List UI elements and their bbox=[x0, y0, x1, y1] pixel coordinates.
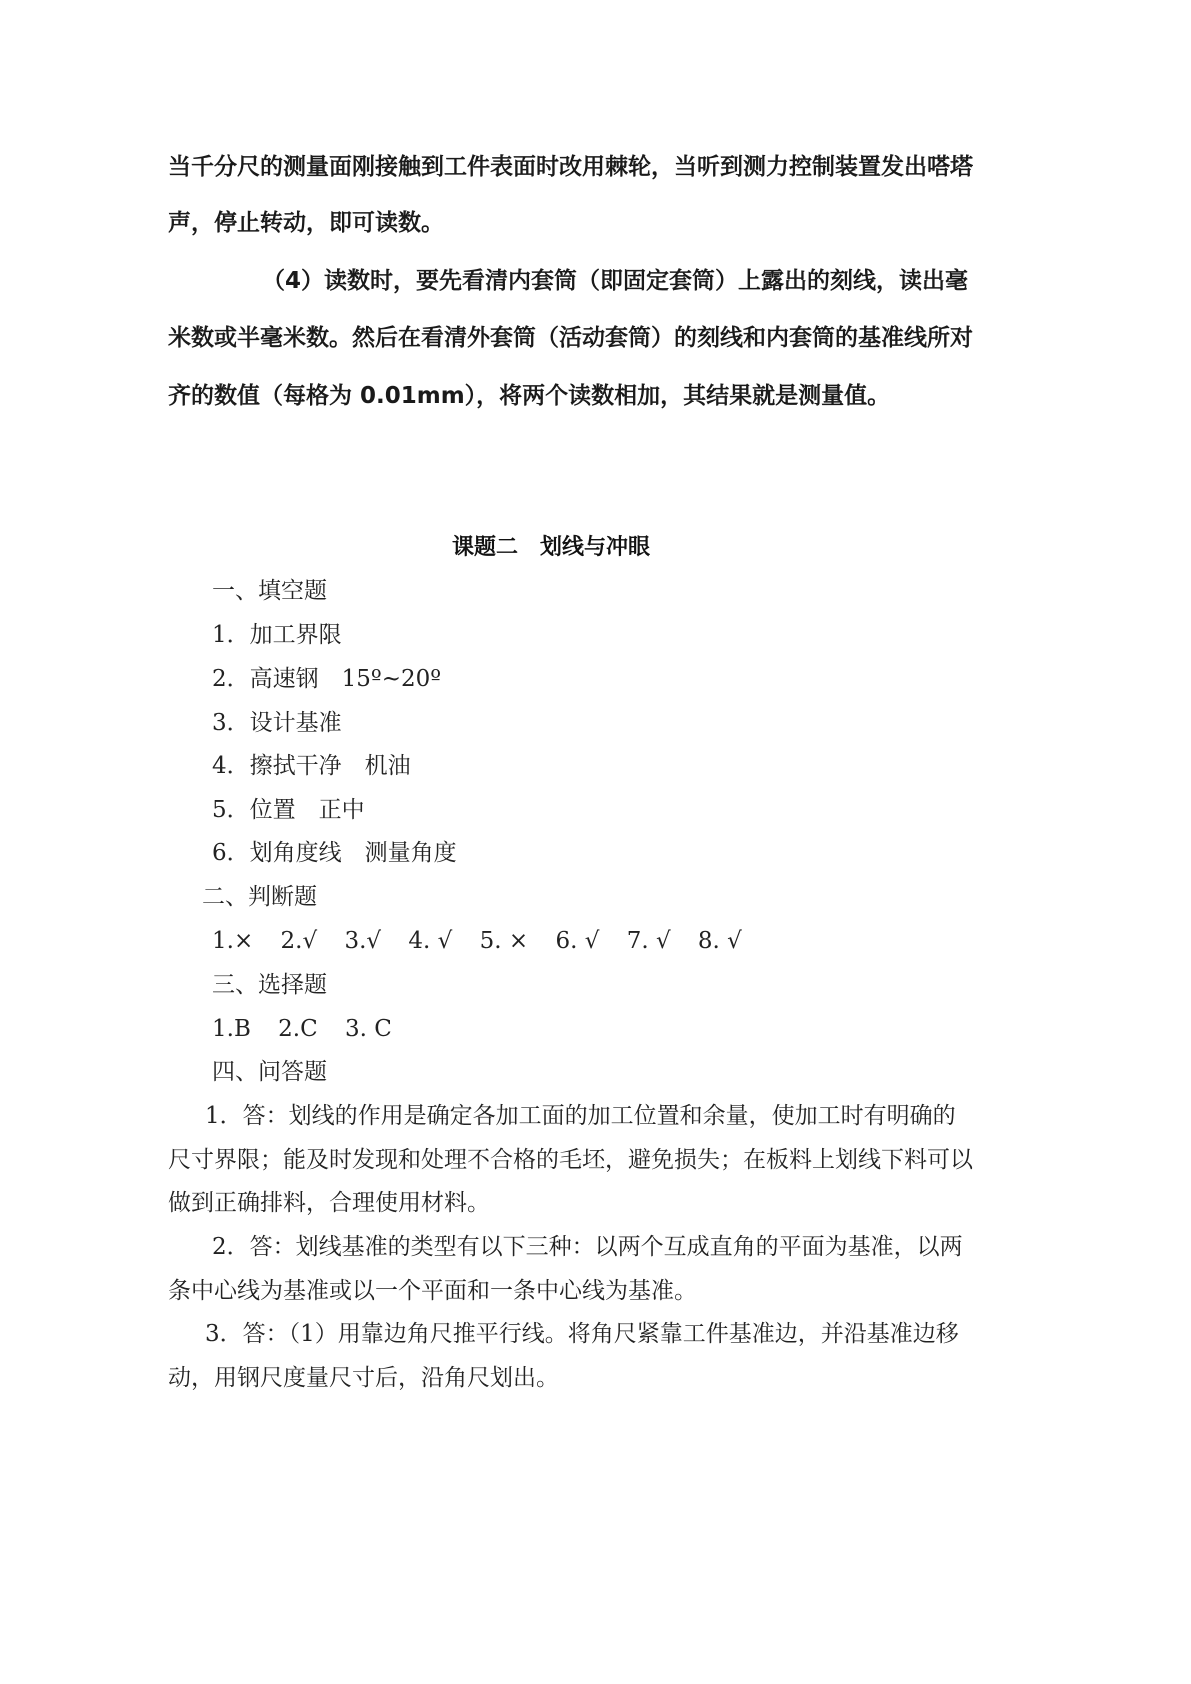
fill-in-item: 1．加工界限 bbox=[212, 622, 342, 648]
tf-answer: 8. √ bbox=[697, 928, 742, 954]
qa-answer2-line1: 2．答：划线基准的类型有以下三种：以两个互成直角的平面为基准，以两 bbox=[212, 1234, 963, 1260]
tf-answer: 3.√ bbox=[344, 928, 382, 954]
fill-in-item: 5．位置 正中 bbox=[212, 797, 365, 823]
intro-p2-line3: 齐的数值（每格为 0.01mm），将两个读数相加，其结果就是测量值。 bbox=[168, 383, 891, 409]
fill-in-item: 4．擦拭干净 机油 bbox=[212, 753, 411, 779]
qa-answer1-line1: 1．答：划线的作用是确定各加工面的加工位置和余量，使加工时有明确的 bbox=[205, 1103, 956, 1129]
choice-heading: 三、选择题 bbox=[212, 972, 327, 998]
fill-in-item: 2．高速钢 15º~20º bbox=[212, 666, 442, 692]
intro-p2-line1: （4）读数时，要先看清内套筒（即固定套筒）上露出的刻线，读出毫 bbox=[262, 268, 969, 294]
qa-answer2-line2: 条中心线为基准或以一个平面和一条中心线为基准。 bbox=[168, 1278, 697, 1304]
qa-answer1-line3: 做到正确排料，合理使用材料。 bbox=[168, 1190, 490, 1216]
tf-answer: 5. × bbox=[479, 928, 529, 954]
qa-answer3-line2: 动，用钢尺度量尺寸后，沿角尺划出。 bbox=[168, 1365, 559, 1391]
true-false-heading: 二、判断题 bbox=[202, 884, 317, 910]
tf-answer: 4. √ bbox=[408, 928, 453, 954]
choice-answer: 1.B bbox=[212, 1016, 251, 1042]
tf-answer: 1.× bbox=[212, 928, 254, 954]
intro-p1-line2: 声，停止转动，即可读数。 bbox=[168, 210, 444, 236]
tf-answer: 6. √ bbox=[555, 928, 600, 954]
tf-answer: 2.√ bbox=[280, 928, 318, 954]
qa-answer1-line2: 尺寸界限；能及时发现和处理不合格的毛坯，避免损失；在板料上划线下料可以 bbox=[168, 1147, 973, 1173]
true-false-answers bbox=[212, 926, 742, 956]
section-title: 课题二 划线与冲眼 bbox=[452, 535, 651, 560]
intro-p1-line1: 当千分尺的测量面刚接触到工件表面时改用棘轮，当听到测力控制装置发出嗒塔 bbox=[168, 154, 973, 180]
choice-answer: 2.C bbox=[278, 1016, 318, 1042]
fill-in-item: 6．划角度线 测量角度 bbox=[212, 840, 457, 866]
choice-answer: 3. C bbox=[345, 1016, 392, 1042]
qa-heading: 四、问答题 bbox=[212, 1059, 327, 1085]
fill-in-heading: 一、填空题 bbox=[212, 578, 327, 604]
choice-answers bbox=[212, 1014, 392, 1044]
qa-answer3-line1: 3．答：（1）用靠边角尺推平行线。将角尺紧靠工件基准边，并沿基准边移 bbox=[205, 1321, 959, 1347]
intro-p2-line2: 米数或半毫米数。然后在看清外套筒（活动套筒）的刻线和内套筒的基准线所对 bbox=[168, 325, 973, 351]
fill-in-item: 3．设计基准 bbox=[212, 710, 342, 736]
tf-answer: 7. √ bbox=[626, 928, 671, 954]
